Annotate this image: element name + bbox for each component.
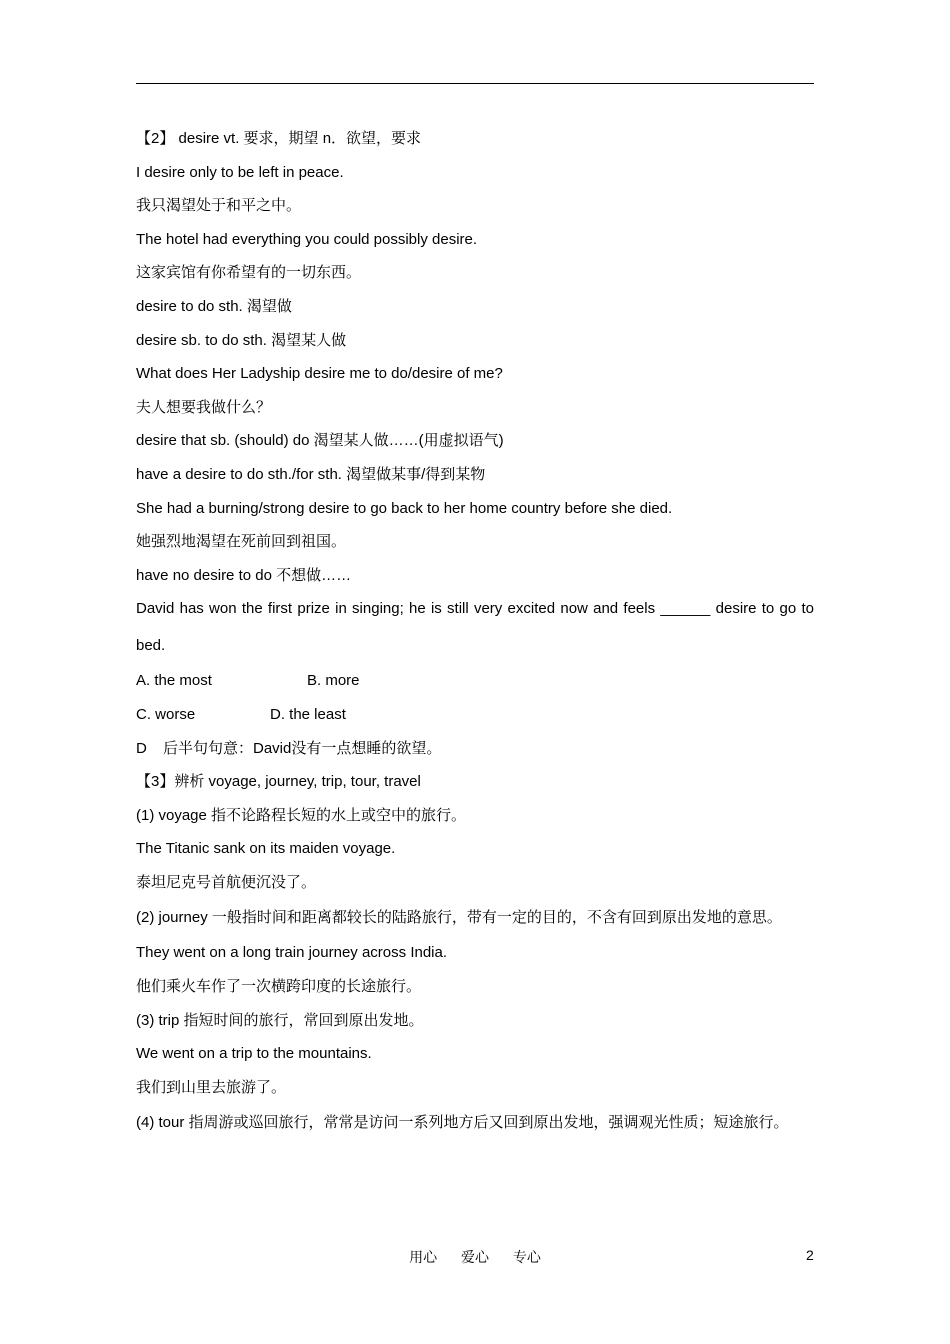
motto-word: 爱心 (461, 1249, 489, 1265)
options-row-2 (136, 698, 814, 732)
example-sentence: We went on a trip to the mountains. (136, 1045, 372, 1063)
usage-pattern: have no desire to do 不想做…… (136, 566, 352, 584)
motto-word: 专心 (512, 1249, 541, 1265)
answer-explanation: 后半句句意：David没有一点想睡的欲望。 (163, 739, 442, 757)
definition-tour: (4) tour 指周游或巡回旅行，常常是访问一系列地方后又回到原出发地，强调观光性质；短途旅行。 (136, 1114, 789, 1132)
example-sentence: The Titanic sank on its maiden voyage. (136, 840, 396, 858)
header-rule (136, 83, 814, 84)
options-row-1 (136, 664, 814, 698)
section-heading-desire: 【2】 desire vt. 要求，期望 n．欲望，要求 (136, 130, 422, 147)
example-translation: 我只渴望处于和平之中。 (136, 197, 302, 215)
example-translation: 我们到山里去旅游了。 (136, 1078, 287, 1096)
motto-word: 用心 (409, 1249, 438, 1265)
definition-journey: (2) journey 一般指时间和距离都较长的陆路旅行，带有一定的目的，不含有回到原出发地的意思。 (136, 909, 782, 927)
usage-pattern: desire that sb. (should) do 渴望某人做……(用虚拟语气) (136, 432, 504, 450)
example-translation: 泰坦尼克号首航便沉没了。 (136, 873, 317, 891)
answer-letter: D (136, 739, 147, 757)
usage-pattern: have a desire to do sth./for sth. 渴望做某事/得到某物 (136, 465, 486, 483)
page-content (136, 122, 814, 1141)
definition-voyage: (1) voyage 指不论路程长短的水上或空中的旅行。 (136, 806, 467, 824)
example-translation: 夫人想要我做什么？ (136, 398, 272, 416)
example-translation: 这家宾馆有你希望有的一切东西。 (136, 264, 362, 282)
example-sentence: What does Her Ladyship desire me to do/desire of me? (136, 365, 503, 383)
example-sentence: I desire only to be left in peace. (136, 163, 344, 181)
section-heading-distinction: 【3】辨析 voyage, journey, trip, tour, travel (136, 773, 421, 791)
definition-trip: (3) trip 指短时间的旅行，常回到原出发地。 (136, 1011, 424, 1029)
example-sentence: The hotel had everything you could possibly desire. (136, 230, 478, 248)
option-d: D. the least (270, 705, 346, 723)
example-translation: 他们乘火车作了一次横跨印度的长途旅行。 (136, 978, 422, 996)
option-b: B. more (307, 672, 360, 690)
option-c: C. worse (136, 705, 196, 723)
example-translation: 她强烈地渴望在死前回到祖国。 (136, 533, 347, 551)
exercise-question: David has won the first prize in singing; he is still very excited now and feels ______ desire to go to bed. (136, 600, 814, 655)
example-sentence: They went on a long train journey across India. (136, 944, 448, 962)
page-number: 2 (806, 1247, 814, 1263)
usage-pattern: desire to do sth. 渴望做 (136, 297, 292, 315)
option-a: A. the most (136, 672, 212, 690)
usage-pattern: desire sb. to do sth. 渴望某人做 (136, 331, 347, 349)
example-sentence: She had a burning/strong desire to go back to her home country before she died. (136, 499, 673, 517)
answer-line (136, 732, 814, 766)
